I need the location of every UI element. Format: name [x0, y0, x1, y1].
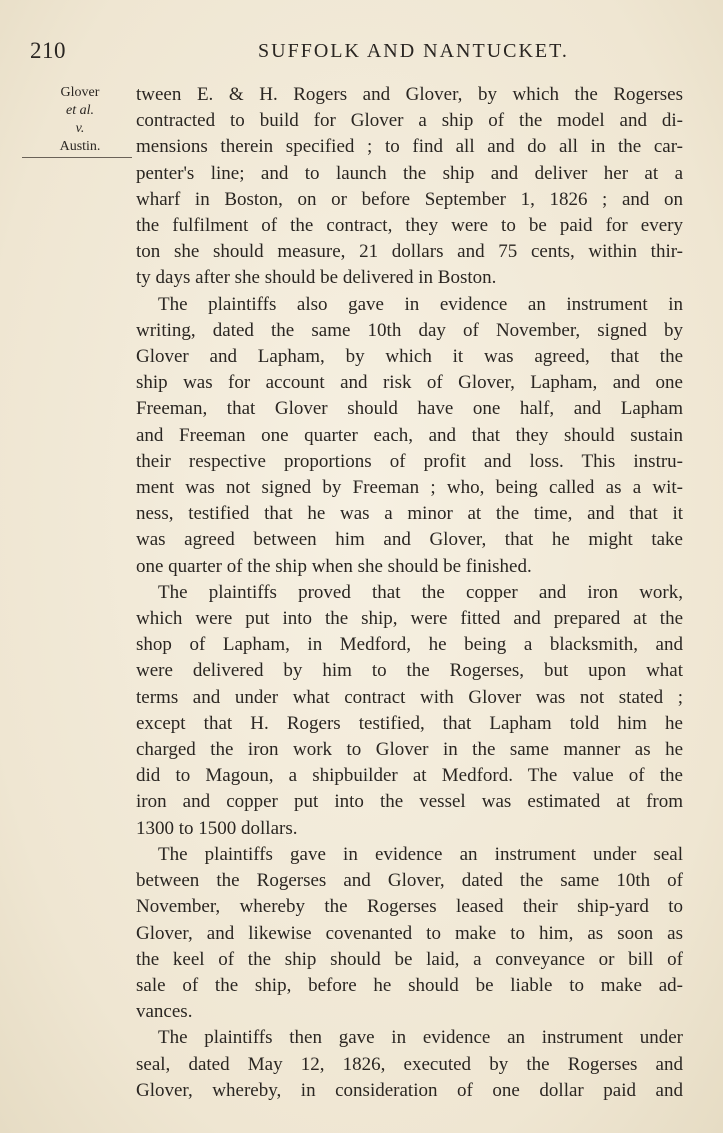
text-line: The plaintiffs then gave in evidence an instrument under: [158, 1027, 683, 1049]
text-line: which were put into the ship, were fitted and prepared at the: [136, 608, 683, 630]
text-line: The plaintiffs also gave in evidence an instrument in: [158, 293, 683, 315]
text-line: ship was for account and risk of Glover, Lapham, and one: [136, 372, 683, 394]
paragraph-3: [136, 580, 683, 842]
text-line: seal, dated May 12, 1826, executed by the Rogerses and: [136, 1053, 683, 1075]
paragraph-2: [136, 292, 683, 580]
text-line: the fulfilment of the contract, they were to be paid for every: [136, 215, 683, 237]
body-text: [136, 82, 683, 1104]
text-line: The plaintiffs gave in evidence an instrument under seal: [158, 843, 683, 865]
text-line: mensions therein specified ; to find all and do all in the car-: [136, 136, 683, 158]
text-line: charged the iron work to Glover in the same manner as he: [136, 739, 683, 761]
text-line: The plaintiffs proved that the copper and iron work,: [158, 581, 683, 603]
running-head: SUFFOLK AND NANTUCKET.: [258, 40, 569, 62]
text-line: contracted to build for Glover a ship of the model and di-: [136, 110, 683, 132]
text-line: 1300 to 1500 dollars.: [136, 817, 298, 839]
text-line: Glover, and likewise covenanted to make to him, as soon as: [136, 922, 683, 944]
margin-note-line: v.: [75, 121, 85, 136]
text-line: Glover, whereby, in consideration of one dollar paid and: [136, 1079, 683, 1101]
text-line: sale of the ship, before he should be liable to make ad-: [136, 974, 683, 996]
paragraph-4: [136, 842, 683, 1025]
text-line: terms and under what contract with Glover was not stated ;: [136, 686, 683, 708]
text-line: were delivered by him to the Rogerses, but upon what: [136, 660, 683, 682]
margin-case-citation: [48, 84, 112, 156]
text-line: between the Rogerses and Glover, dated the same 10th of: [136, 870, 683, 892]
text-line: tween E. & H. Rogers and Glover, by which the Rogerses: [136, 84, 683, 105]
text-line: and Freeman one quarter each, and that they should sustain: [136, 424, 683, 446]
paragraph-1: [136, 82, 683, 292]
text-line: one quarter of the ship when she should be finished.: [136, 555, 532, 577]
text-line: shop of Lapham, in Medford, he being a blacksmith, and: [136, 634, 683, 656]
text-line: iron and copper put into the vessel was estimated at from: [136, 791, 683, 813]
margin-note-line: et al.: [66, 103, 94, 118]
margin-note-line: Glover: [60, 85, 100, 100]
text-line: ment was not signed by Freeman ; who, being called as a wit-: [136, 477, 683, 499]
margin-divider: [22, 157, 132, 158]
text-line: ty days after she should be delivered in Boston.: [136, 267, 497, 289]
text-line: wharf in Boston, on or before September 1, 1826 ; and on: [136, 188, 683, 210]
text-line: the keel of the ship should be laid, a conveyance or bill of: [136, 948, 683, 970]
text-line: ness, testified that he was a minor at the time, and that it: [136, 503, 683, 525]
text-line: except that H. Rogers testified, that Lapham told him he: [136, 712, 683, 734]
text-line: was agreed between him and Glover, that he might take: [136, 529, 683, 551]
margin-note-line: Austin.: [59, 139, 101, 154]
paragraph-5: [136, 1025, 683, 1104]
text-line: Freeman, that Glover should have one half, and Lapham: [136, 398, 683, 420]
text-line: November, whereby the Rogerses leased their ship-yard to: [136, 896, 683, 918]
page-header: [0, 38, 723, 68]
text-line: ton she should measure, 21 dollars and 75 cents, within thir-: [136, 241, 683, 263]
page-number: 210: [30, 38, 66, 63]
text-line: writing, dated the same 10th day of November, signed by: [136, 319, 683, 341]
text-line: vances.: [136, 1001, 193, 1023]
text-line: their respective proportions of profit and loss. This instru-: [136, 450, 683, 472]
text-line: Glover and Lapham, by which it was agreed, that the: [136, 346, 683, 368]
text-line: did to Magoun, a shipbuilder at Medford. The value of the: [136, 765, 683, 787]
text-line: penter's line; and to launch the ship and deliver her at a: [136, 162, 683, 184]
